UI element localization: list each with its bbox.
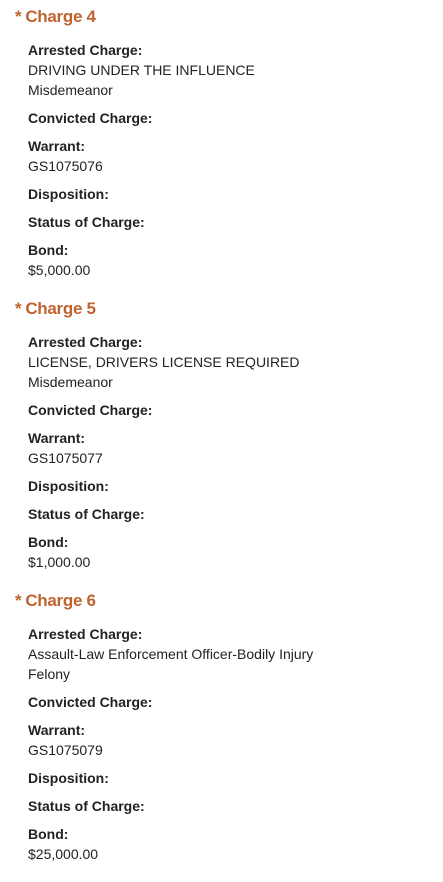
charge-title: Charge 4 (25, 7, 96, 26)
bond-field (28, 532, 443, 572)
bond-label: Bond: (28, 242, 69, 258)
charge-section (0, 296, 443, 588)
status-label: Status of Charge: (28, 506, 145, 522)
charge-heading[interactable] (15, 588, 443, 614)
warrant-label: Warrant: (28, 722, 86, 738)
bond-field (28, 240, 443, 280)
warrant-value: GS1075077 (28, 450, 103, 466)
warrant-field (28, 720, 443, 760)
warrant-field (28, 428, 443, 468)
convicted-charge-field (28, 692, 443, 712)
bond-field (28, 824, 443, 864)
status-label: Status of Charge: (28, 214, 145, 230)
warrant-value: GS1075079 (28, 742, 103, 758)
warrant-field (28, 136, 443, 176)
arrested-charge-field (28, 332, 443, 392)
convicted-charge-field (28, 400, 443, 420)
charge-title: Charge 5 (25, 299, 96, 318)
charge-title: Charge 6 (25, 591, 96, 610)
status-field (28, 212, 443, 232)
charge-heading[interactable] (15, 4, 443, 30)
disposition-field (28, 768, 443, 788)
arrested-charge-label: Arrested Charge: (28, 42, 143, 58)
convicted-charge-label: Convicted Charge: (28, 694, 153, 710)
bond-value: $5,000.00 (28, 262, 91, 278)
bond-label: Bond: (28, 534, 69, 550)
bond-label: Bond: (28, 826, 69, 842)
disposition-label: Disposition: (28, 770, 109, 786)
arrested-charge-class: Misdemeanor (28, 374, 113, 390)
charge-details (0, 614, 443, 882)
bond-value: $1,000.00 (28, 554, 91, 570)
convicted-charge-label: Convicted Charge: (28, 402, 153, 418)
arrested-charge-label: Arrested Charge: (28, 626, 143, 642)
expand-marker: * (15, 591, 22, 610)
arrested-charge-value: Assault-Law Enforcement Officer-Bodily Injury (28, 646, 314, 662)
charge-section (0, 588, 443, 880)
warrant-label: Warrant: (28, 138, 86, 154)
arrested-charge-value: LICENSE, DRIVERS LICENSE REQUIRED (28, 354, 300, 370)
disposition-field (28, 184, 443, 204)
charge-details (0, 30, 443, 298)
arrested-charge-class: Felony (28, 666, 71, 682)
expand-marker: * (15, 7, 22, 26)
charge-details (0, 322, 443, 590)
arrested-charge-field (28, 40, 443, 100)
charge-heading[interactable] (15, 296, 443, 322)
warrant-value: GS1075076 (28, 158, 103, 174)
arrested-charge-class: Misdemeanor (28, 82, 113, 98)
status-field (28, 796, 443, 816)
status-field (28, 504, 443, 524)
status-label: Status of Charge: (28, 798, 145, 814)
bond-value: $25,000.00 (28, 846, 99, 862)
arrested-charge-value: DRIVING UNDER THE INFLUENCE (28, 62, 255, 78)
arrested-charge-field (28, 624, 443, 684)
convicted-charge-label: Convicted Charge: (28, 110, 153, 126)
disposition-label: Disposition: (28, 186, 109, 202)
warrant-label: Warrant: (28, 430, 86, 446)
convicted-charge-field (28, 108, 443, 128)
disposition-field (28, 476, 443, 496)
disposition-label: Disposition: (28, 478, 109, 494)
expand-marker: * (15, 299, 22, 318)
arrested-charge-label: Arrested Charge: (28, 334, 143, 350)
charge-section (0, 4, 443, 296)
